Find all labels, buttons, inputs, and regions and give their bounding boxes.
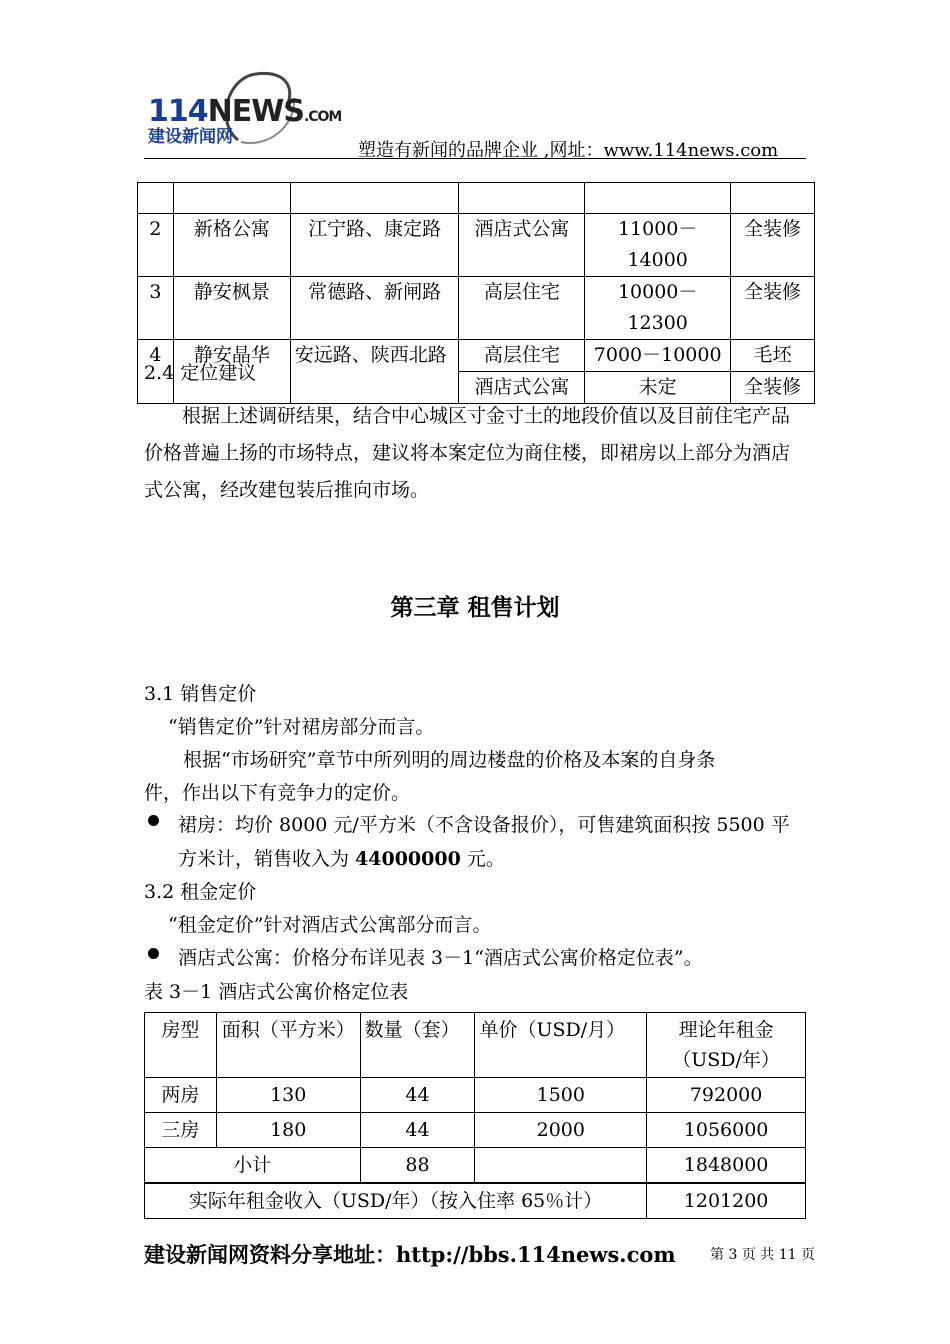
bullet-icon <box>148 815 159 826</box>
cell-location: 江宁路、康定路 <box>290 214 459 277</box>
apartment-price-note: 酒店式公寓：价格分布详见表 3－1“酒店式公寓价格定位表”。 <box>178 947 703 969</box>
table-row <box>138 214 815 277</box>
table-caption: 表 3－1 酒店式公寓价格定位表 <box>144 981 409 1003</box>
subtotal-quantity: 88 <box>360 1148 475 1184</box>
section-title-2-4: 2.4 定位建议 <box>144 362 257 384</box>
cell-type: 高层住宅 <box>459 340 585 372</box>
header-rule <box>144 158 806 159</box>
cell-location: 安远路、陕西北路 <box>290 340 459 404</box>
logo-chinese: 建设新闻网 <box>148 127 233 147</box>
cell-location: 常德路、新闸路 <box>290 277 459 340</box>
bullet-icon <box>148 948 159 959</box>
cell-price: 10000－12300 <box>585 277 731 340</box>
rent-pricing-intro: “租金定价”针对酒店式公寓部分而言。 <box>168 914 492 936</box>
table-row: 两房 130 44 1500 792000 <box>145 1078 806 1113</box>
cell-type: 酒店式公寓 <box>459 372 585 404</box>
cell-name: 静安枫景 <box>173 277 290 340</box>
positioning-paragraph: 根据上述调研结果，结合中心城区寸金寸土的地段价值以及目前住宅产品价格普遍上扬的市场特点，建议将本案定位为商住楼，即裙房以上部分为酒店式公寓，经改建包装后推向市场。 <box>144 405 791 501</box>
cell-type: 酒店式公寓 <box>459 214 585 277</box>
cell-finish: 全装修 <box>731 277 815 340</box>
cell-name: 新格公寓 <box>173 214 290 277</box>
header-cell: 单价（USD/月） <box>475 1013 647 1078</box>
table-row <box>138 277 815 340</box>
header-cell: 房型 <box>145 1013 217 1078</box>
cell-finish: 全装修 <box>731 372 815 404</box>
header-slogan: 塑造有新闻的品牌企业 ,网址：www.114news.com <box>358 140 779 161</box>
header-cell: 面积（平方米） <box>216 1013 360 1078</box>
section-title-3-2: 3.2 租金定价 <box>144 881 257 903</box>
cell-no: 4 <box>138 340 174 404</box>
site-logo <box>146 68 376 152</box>
logo-news: NEWS <box>207 94 304 129</box>
sales-revenue-value: 44000000 <box>355 848 461 870</box>
cell-price: 11000－14000 <box>585 214 731 277</box>
cell-name: 静安晶华 <box>173 340 290 404</box>
cell-price: 未定 <box>585 372 731 404</box>
apartment-pricing-table <box>144 1012 806 1219</box>
subtotal-unit <box>475 1148 647 1184</box>
subtotal-total: 1848000 <box>647 1148 806 1184</box>
footer-share-link[interactable]: 建设新闻网资料分享地址：http://bbs.114news.com <box>144 1242 676 1267</box>
logo-number: 114 <box>148 94 208 129</box>
table-row: 三房 180 44 2000 1056000 <box>145 1113 806 1148</box>
cell-no: 3 <box>138 277 174 340</box>
podium-price-line1: 裙房：均价 8000 元/平方米（不含设备报价），可售建筑面积按 5500 平 <box>178 814 790 836</box>
header-cell: 数量（套） <box>360 1013 475 1078</box>
cell-finish: 全装修 <box>731 214 815 277</box>
cell-no: 2 <box>138 214 174 277</box>
subtotal-row <box>145 1148 806 1184</box>
subtotal-label: 小计 <box>145 1148 361 1184</box>
cell-price: 7000－10000 <box>585 340 731 372</box>
cell-type: 高层住宅 <box>459 277 585 340</box>
cell-finish: 毛坯 <box>731 340 815 372</box>
table-header-row <box>145 1013 806 1078</box>
actual-income-value: 1201200 <box>647 1183 806 1219</box>
table-row <box>138 183 815 214</box>
actual-income-label: 实际年租金收入（USD/年）（按入住率 65％计） <box>145 1183 647 1219</box>
section-title-3-1: 3.1 销售定价 <box>144 683 257 705</box>
logo-domain: .COM <box>303 109 342 125</box>
pricing-basis-line2: 件，作出以下有竞争力的定价。 <box>144 782 411 804</box>
chapter-title: 第三章 租售计划 <box>390 595 560 621</box>
page-number: 第 3 页 共 11 页 <box>710 1247 815 1263</box>
pricing-basis-line1: 根据“市场研究”章节中所列明的周边楼盘的价格及本案的自身条 <box>183 749 716 771</box>
podium-price-line2: 方米计，销售收入为 44000000 元。 <box>178 848 505 870</box>
actual-income-row <box>145 1183 806 1219</box>
header-cell: 理论年租金（USD/年） <box>647 1013 806 1078</box>
sales-pricing-intro: “销售定价”针对裙房部分而言。 <box>168 716 435 738</box>
